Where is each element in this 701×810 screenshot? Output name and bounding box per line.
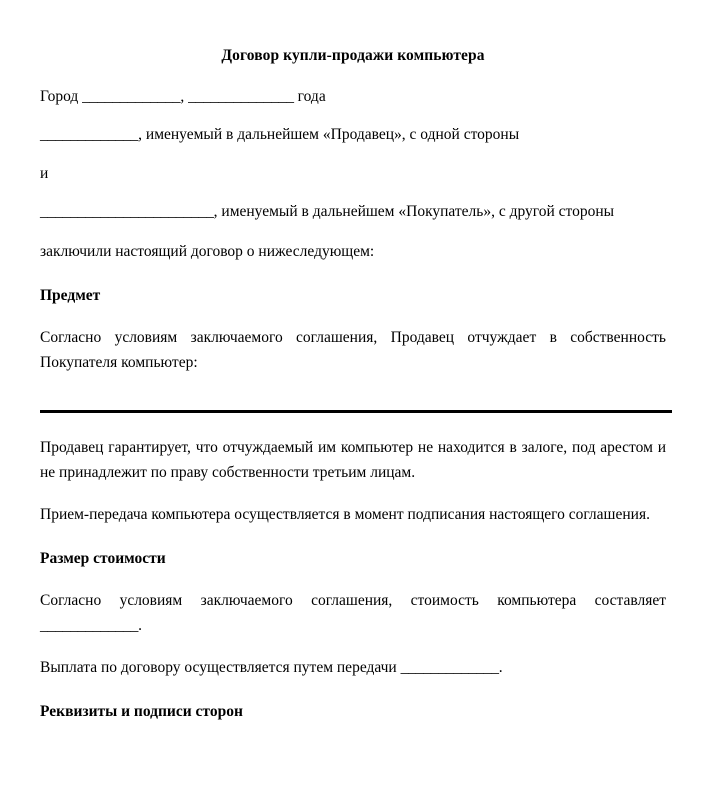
heading-signatures: Реквизиты и подписи сторон bbox=[40, 703, 243, 721]
buyer-text: , именуемый в дальнейшем «Покупатель», с другой стороны bbox=[213, 203, 615, 221]
spacer bbox=[40, 186, 666, 199]
seller-name-blank: _____________ bbox=[40, 126, 139, 144]
spacer bbox=[40, 527, 666, 546]
payment-text: Выплата по договору осуществляется путем передачи bbox=[40, 658, 401, 676]
city-label: Город bbox=[40, 87, 83, 105]
paragraph-guarantee: Продавец гарантирует, что отчуждаемый им компьютер не находится в залоге, под арестом и не принадлежит по праву собственности третьим лицам. bbox=[40, 438, 666, 482]
paragraph-and: и bbox=[40, 164, 49, 182]
paragraph-buyer bbox=[40, 199, 666, 225]
paragraph-city-date bbox=[40, 84, 666, 110]
heading-cost: Размер стоимости bbox=[40, 550, 166, 568]
spacer bbox=[40, 486, 666, 502]
payment-period: . bbox=[498, 658, 503, 676]
year-label: года bbox=[293, 87, 326, 105]
city-blank: _____________ bbox=[82, 87, 181, 105]
paragraph-payment bbox=[40, 655, 666, 681]
computer-description-area bbox=[40, 376, 666, 410]
document-title: Договор купли-продажи компьютера bbox=[221, 47, 485, 64]
paragraph-subject-body: Согласно условиям заключаемого соглашения, Продавец отчуждает в собственность Покупателя компьютер: bbox=[40, 328, 666, 372]
cost-amount-blank: _____________ bbox=[40, 617, 139, 635]
payment-method-blank: _____________ bbox=[400, 658, 499, 676]
spacer bbox=[40, 225, 666, 239]
paragraph-seller bbox=[40, 122, 666, 148]
spacer bbox=[40, 66, 666, 84]
spacer bbox=[40, 680, 666, 699]
date-blank: ______________ bbox=[188, 87, 294, 105]
paragraph-handover: Прием-передача компьютера осуществляется в момент подписания настоящего соглашения. bbox=[40, 505, 650, 523]
buyer-name-blank: _______________________ bbox=[40, 203, 214, 221]
paragraph-concluded: заключили настоящий договор о нижеследующем: bbox=[40, 242, 375, 260]
spacer bbox=[40, 413, 666, 435]
spacer bbox=[40, 148, 666, 161]
spacer bbox=[40, 572, 666, 588]
spacer bbox=[40, 109, 666, 122]
spacer bbox=[40, 639, 666, 655]
cost-text: Согласно условиям заключаемого соглашения, стоимость компьютера составляет bbox=[40, 591, 666, 609]
spacer bbox=[40, 264, 666, 283]
cost-period: . bbox=[138, 617, 143, 635]
seller-text: , именуемый в дальнейшем «Продавец», с одной стороны bbox=[138, 126, 520, 144]
document-body bbox=[40, 0, 666, 725]
spacer bbox=[40, 309, 666, 325]
paragraph-cost-body bbox=[40, 588, 666, 639]
heading-subject: Предмет bbox=[40, 287, 101, 305]
city-date-separator: , bbox=[180, 87, 189, 105]
